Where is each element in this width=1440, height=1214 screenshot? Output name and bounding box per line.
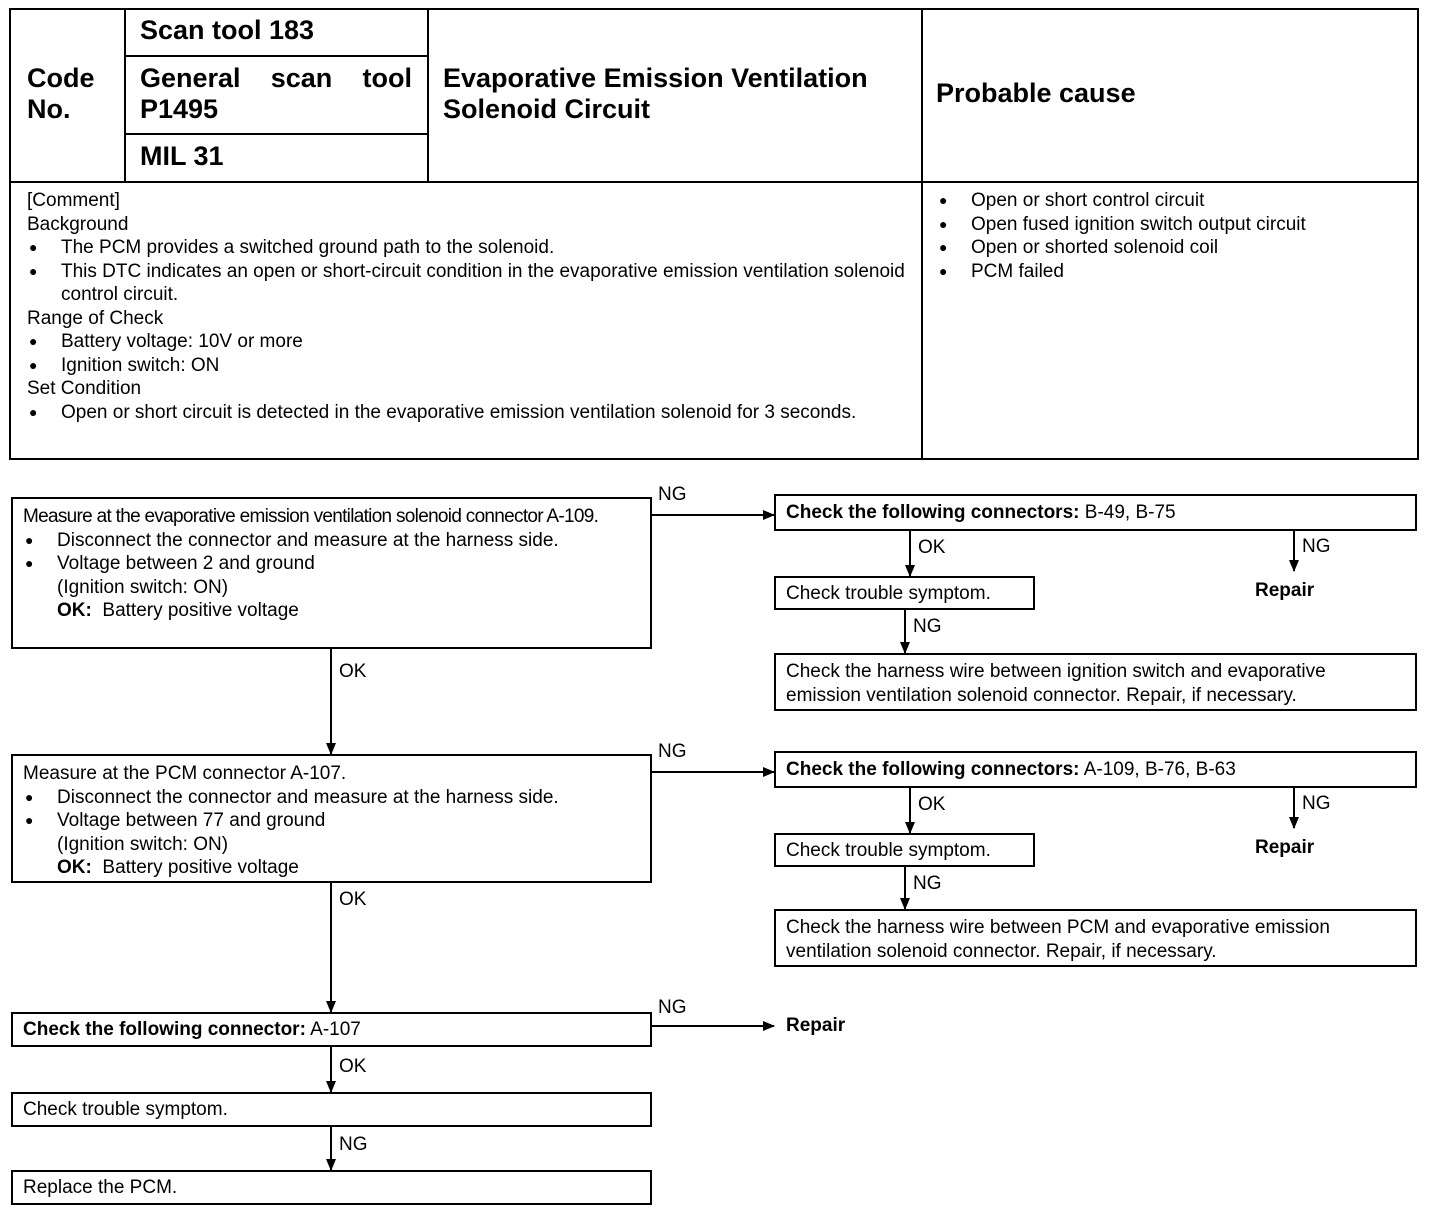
ok-label: OK <box>918 537 946 558</box>
background-label: Background <box>27 213 129 235</box>
code-no-label: Code No. <box>27 63 95 124</box>
ok-label: OK <box>339 889 367 910</box>
ng-label: NG <box>339 1134 368 1155</box>
step3-connector-box <box>11 1012 652 1047</box>
repair-label: Repair <box>1255 837 1315 858</box>
ok-label: OK: <box>57 600 92 621</box>
ok-label: OK <box>918 794 946 815</box>
cause-item: ● Open or short control circuit <box>937 189 1407 213</box>
step1-item: ● Disconnect the connector and measure at the harness side. <box>23 529 640 553</box>
background-item: ● This DTC indicates an open or short-circuit condition in the evaporative emission ventilation solenoid control circuit. <box>27 260 905 307</box>
ng-label: NG <box>913 873 942 894</box>
step2-box <box>11 754 652 883</box>
ok-label: OK <box>339 1056 367 1077</box>
background-item: ● The PCM provides a switched ground path to the solenoid. <box>27 236 905 260</box>
ng-label: NG <box>658 741 687 762</box>
step2-title: Measure at the PCM connector A-107. <box>23 763 347 784</box>
check-connector-value: A-107 <box>310 1019 361 1040</box>
step2-trouble-box: Check trouble symptom. <box>774 833 1035 867</box>
step1-item: ● Voltage between 2 and ground <box>23 552 640 576</box>
step1-title: Measure at the evaporative emission ventilation solenoid connector A-109. <box>23 506 599 527</box>
mil-code: MIL 31 <box>140 141 224 171</box>
ok-label: OK: <box>57 857 92 878</box>
cause-item: ● Open or shorted solenoid coil <box>937 236 1407 260</box>
step1-connectors-box <box>774 494 1417 531</box>
step2-connectors-box <box>774 751 1417 788</box>
ng-label: NG <box>1302 793 1331 814</box>
ok-value: Battery positive voltage <box>102 857 299 878</box>
step1-condition: (Ignition switch: ON) <box>57 576 229 598</box>
dtc-title: Evaporative Emission Ventilation Solenoid Circuit <box>443 63 868 124</box>
range-item: ● Ignition switch: ON <box>27 354 905 378</box>
repair-label: Repair <box>1255 580 1315 601</box>
step3-trouble-box: Check trouble symptom. <box>11 1092 652 1127</box>
general-scan-tool-code: General scan tool P1495 <box>140 63 412 124</box>
comment-label: [Comment] <box>27 190 120 211</box>
check-connectors-label: Check the following connectors: <box>786 502 1080 523</box>
ng-label: NG <box>658 484 687 505</box>
cause-item: ● Open fused ignition switch output circuit <box>937 213 1407 237</box>
check-connectors-label: Check the following connectors: <box>786 759 1080 780</box>
step2-item: ● Disconnect the connector and measure at the harness side. <box>23 786 640 810</box>
check-connectors-value: B-49, B-75 <box>1084 502 1176 523</box>
replace-pcm-box: Replace the PCM. <box>11 1170 652 1205</box>
scan-tool-code: Scan tool 183 <box>140 15 315 45</box>
ng-label: NG <box>658 997 687 1018</box>
set-condition-label: Set Condition <box>27 378 142 399</box>
step2-item: ● Voltage between 77 and ground <box>23 809 640 833</box>
cause-item: ● PCM failed <box>937 260 1407 284</box>
ng-label: NG <box>1302 536 1331 557</box>
ok-value: Battery positive voltage <box>102 600 299 621</box>
step1-box <box>11 497 652 649</box>
step2-condition: (Ignition switch: ON) <box>57 833 229 855</box>
repair-label: Repair <box>786 1015 846 1036</box>
check-connectors-value: A-109, B-76, B-63 <box>1083 759 1236 780</box>
step1-harness-box: Check the harness wire between ignition switch and evaporative emission ventilation solenoid connector. Repair, if necessary. <box>774 653 1417 711</box>
probable-cause-label: Probable cause <box>936 78 1136 108</box>
ok-label: OK <box>339 661 367 682</box>
range-item: ● Battery voltage: 10V or more <box>27 330 905 354</box>
step2-harness-box: Check the harness wire between PCM and evaporative emission ventilation solenoid connector. Repair, if necessary. <box>774 909 1417 967</box>
check-connector-label: Check the following connector: <box>23 1019 306 1040</box>
step1-ok-spec <box>23 599 640 623</box>
step1-trouble-box: Check trouble symptom. <box>774 576 1035 610</box>
ng-label: NG <box>913 616 942 637</box>
range-label: Range of Check <box>27 307 164 329</box>
set-condition-item: ● Open or short circuit is detected in the evaporative emission ventilation solenoid for 3 seconds. <box>27 401 905 425</box>
step2-ok-spec <box>23 856 640 880</box>
